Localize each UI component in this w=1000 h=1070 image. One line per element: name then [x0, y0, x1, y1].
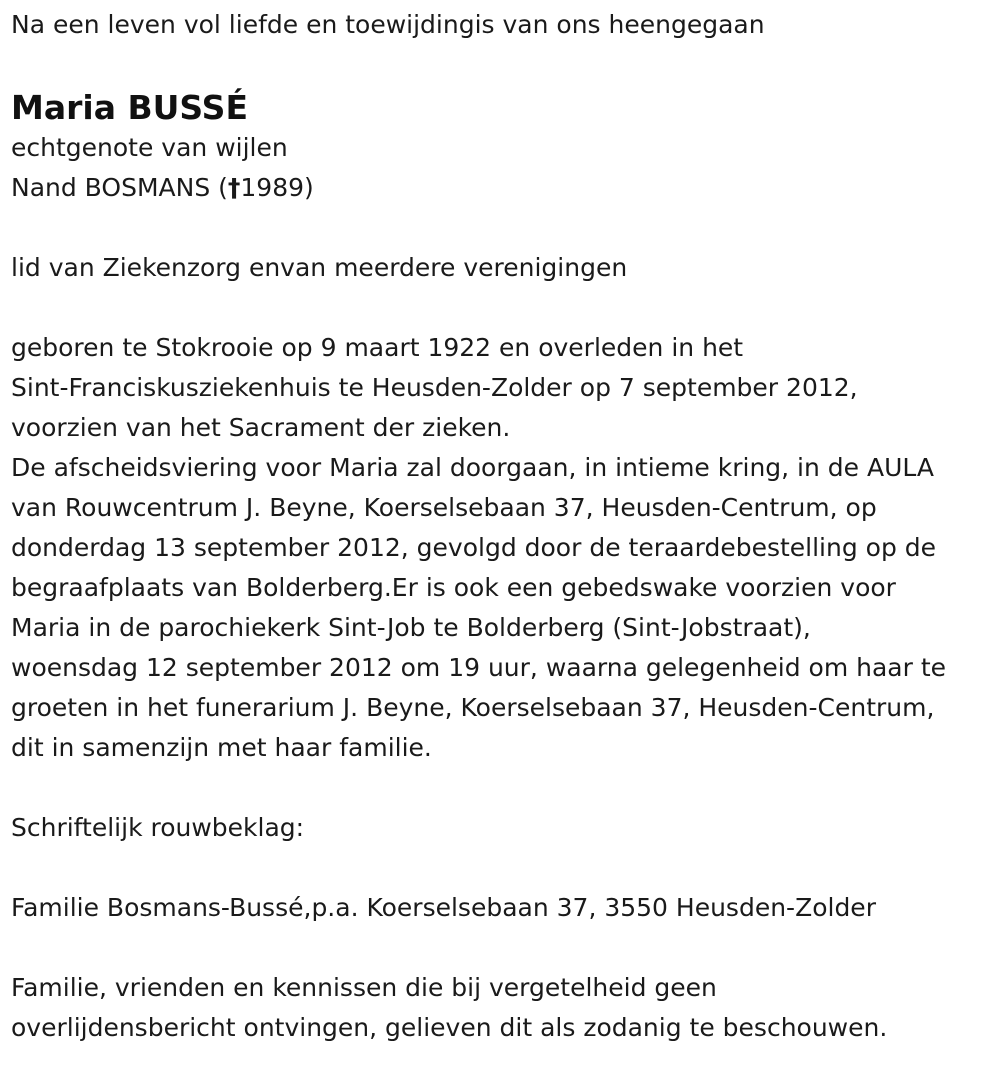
body-line: voorzien van het Sacrament der zieken. [11, 413, 511, 442]
cross-icon: † [227, 173, 241, 202]
spouse-line: echtgenote van wijlen [11, 133, 288, 162]
spouse-name-line [11, 168, 990, 208]
spacer [11, 208, 990, 248]
intro-text: Na een leven vol liefde en toewijdingis van ons heengegaan [11, 10, 765, 39]
spouse-name-prefix: Nand BOSMANS ( [11, 173, 228, 202]
closing-line: Familie, vrienden en kennissen die bij vergetelheid geen [11, 973, 717, 1002]
body-line: Maria in de parochiekerk Sint-Job te Bolderberg (Sint-Jobstraat), [11, 613, 811, 642]
spacer [11, 288, 990, 328]
deceased-name: Maria BUSSÉ [11, 88, 248, 127]
body-line: begraafplaats van Bolderberg.Er is ook een gebedswake voorzien voor [11, 573, 896, 602]
body-paragraph [11, 328, 990, 768]
closing-line: overlijdensbericht ontvingen, gelieven dit als zodanig te beschouwen. [11, 1013, 888, 1042]
body-line: Sint-Franciskusziekenhuis te Heusden-Zolder op 7 september 2012, [11, 373, 858, 402]
body-line: van Rouwcentrum J. Beyne, Koerselsebaan 37, Heusden-Centrum, op [11, 493, 877, 522]
body-line: woensdag 12 september 2012 om 19 uur, waarna gelegenheid om haar te [11, 653, 947, 682]
body-line: groeten in het funerarium J. Beyne, Koerselsebaan 37, Heusden-Centrum, [11, 693, 935, 722]
condolence-label: Schriftelijk rouwbeklag: [11, 813, 305, 842]
body-line: donderdag 13 september 2012, gevolgd door de teraardebestelling op de [11, 533, 937, 562]
membership-text: lid van Ziekenzorg envan meerdere verenigingen [11, 253, 628, 282]
body-line: dit in samenzijn met haar familie. [11, 733, 432, 762]
spacer [11, 928, 990, 968]
body-line: geboren te Stokrooie op 9 maart 1922 en overleden in het [11, 333, 744, 362]
body-line: De afscheidsviering voor Maria zal doorgaan, in intieme kring, in de AULA [11, 453, 934, 482]
spacer [11, 848, 990, 888]
spacer [11, 768, 990, 808]
condolence-address: Familie Bosmans-Bussé,p.a. Koerselsebaan 37, 3550 Heusden-Zolder [11, 893, 876, 922]
spouse-death-year: 1989) [240, 173, 314, 202]
closing-paragraph [11, 968, 990, 1048]
